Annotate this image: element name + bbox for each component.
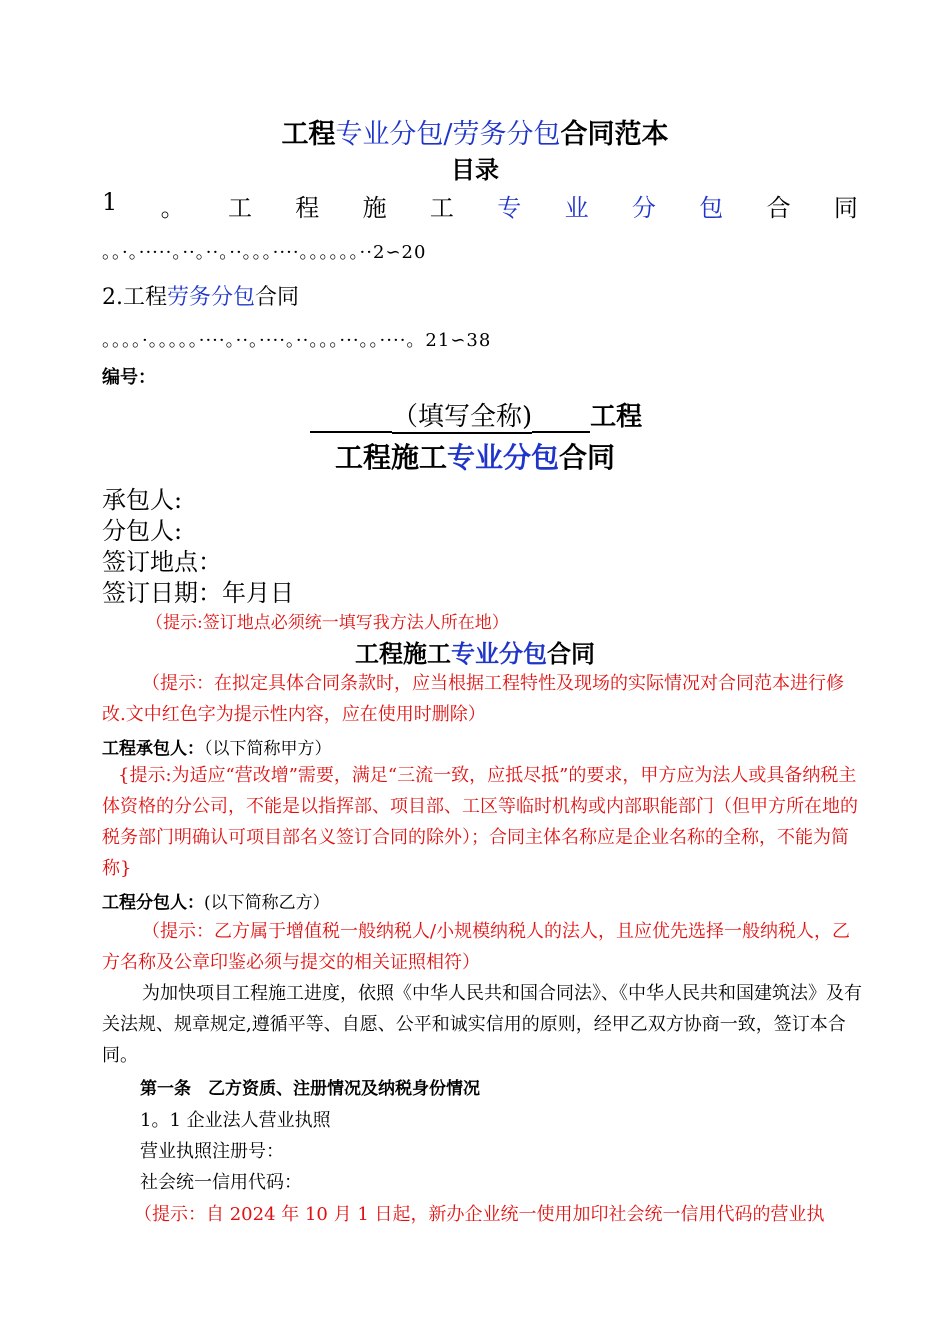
fill-text: （填写全称) [392, 402, 533, 432]
toc-item-1-char: 。 [160, 194, 185, 222]
title-part1: 工程 [281, 119, 336, 150]
toc-item-1-char: 1 [102, 188, 118, 216]
toc-item-2-part1: 2.工程 [102, 285, 167, 310]
party-b-note: (以下简称乙方） [204, 893, 330, 913]
contract-title-part1: 工程施工 [334, 441, 447, 474]
fill-underline-right [532, 401, 590, 433]
fill-underline-left [310, 401, 392, 433]
toc-item-2[interactable] [102, 280, 299, 311]
fill-suffix: 工程 [590, 402, 643, 432]
party-b-line [102, 888, 330, 913]
toc-item-1-char: 合 [766, 194, 791, 222]
section-title [0, 634, 950, 669]
section-title-part1: 工程施工 [355, 640, 451, 668]
number-label: 编号： [102, 367, 156, 388]
toc-item-1-char: 施 [362, 194, 387, 222]
sign-date-field: 签订日期：年月日 [102, 579, 294, 607]
reg-no-field: 营业执照注册号： [140, 1141, 284, 1162]
credit-code-field: 社会统一信用代码： [140, 1172, 302, 1193]
toc-item-2-dots: 。。。。·。。。。。····。··。····。··。。。···。。····。21∽38 [102, 330, 492, 351]
hint-party-b: （提示：乙方属于增值税一般纳税人/小规模纳税人的法人，且应优先选择一般纳税人，乙方名称及公章印鉴必须与提交的相关证照相符） [102, 921, 851, 973]
toc-item-1-char: 工 [429, 194, 454, 222]
toc-item-1-char: 同 [833, 194, 858, 222]
party-a-note: （以下简称甲方） [204, 739, 332, 759]
contractor-field: 承包人: [102, 486, 183, 514]
hint-sign-place: （提示:签订地点必须统一填写我方法人所在地） [146, 613, 509, 633]
preamble: 为加快项目工程施工进度，依照《中华人民共和国合同法》、《中华人民共和国建筑法》及有关法规、规章规定,遵循平等、自愿、公平和诚实信用的原则，经甲乙双方协商一致，签订本合同。 [102, 983, 862, 1066]
contract-title-part2: 专业分包 [446, 441, 559, 474]
toc-item-1-char: 业 [564, 194, 589, 222]
toc-item-1-char: 工 [227, 194, 252, 222]
toc-item-1-dots: 。。·。·····。··。··。··。。。····。。。。。。··2∽20 [102, 242, 427, 263]
toc-item-1-char: 包 [699, 194, 724, 222]
toc-heading: 目录 [451, 156, 499, 184]
hint-modify: （提示：在拟定具体合同条款时，应当根据工程特性及现场的实际情况对合同范本进行修改.文中红色字为提示性内容，应在使用时删除） [102, 673, 844, 725]
hint-party-a: {提示:为适应“营改增”需要，满足“三流一致，应抵尽抵”的要求，甲方应为法人或具备纳税主体资格的分公司，不能是以指挥部、项目部、工区等临时机构或内部职能部门（但甲方所在地的税务部门明确认可项目部名义签订合同的除外）；合同主体名称应是企业名称的全称，不能为简称} [102, 765, 858, 879]
toc-item-1-char: 专 [497, 194, 522, 222]
title-part2: 专业分包/劳务分包 [335, 119, 561, 150]
title-part3: 合同范本 [560, 119, 669, 150]
document-title [0, 112, 950, 151]
project-name-fill [310, 396, 642, 433]
toc-item-1[interactable] [102, 188, 858, 223]
contract-title-part3: 合同 [559, 441, 616, 474]
toc-item-2-part2: 劳务分包 [167, 285, 256, 310]
section-title-part2: 专业分包 [451, 640, 547, 668]
toc-item-2-part3: 合同 [255, 285, 300, 310]
article-1-title: 第一条 乙方资质、注册情况及纳税身份情况 [140, 1079, 480, 1099]
sign-place-field: 签订地点： [102, 548, 222, 576]
hint-license: （提示：自 2024 年 10 月 1 日起，新办企业统一使用加印社会统一信用代码的营业执 [134, 1204, 825, 1225]
party-b-label: 工程分包人： [102, 893, 204, 913]
clause-1-1: 1。1 企业法人营业执照 [140, 1110, 331, 1131]
toc-item-1-char: 程 [295, 194, 320, 222]
subcontractor-field: 分包人: [102, 517, 183, 545]
contract-title [0, 436, 950, 476]
section-title-part3: 合同 [547, 640, 595, 668]
party-a-line [102, 734, 332, 759]
toc-item-1-char: 分 [631, 194, 656, 222]
party-a-label: 工程承包人： [102, 739, 204, 759]
